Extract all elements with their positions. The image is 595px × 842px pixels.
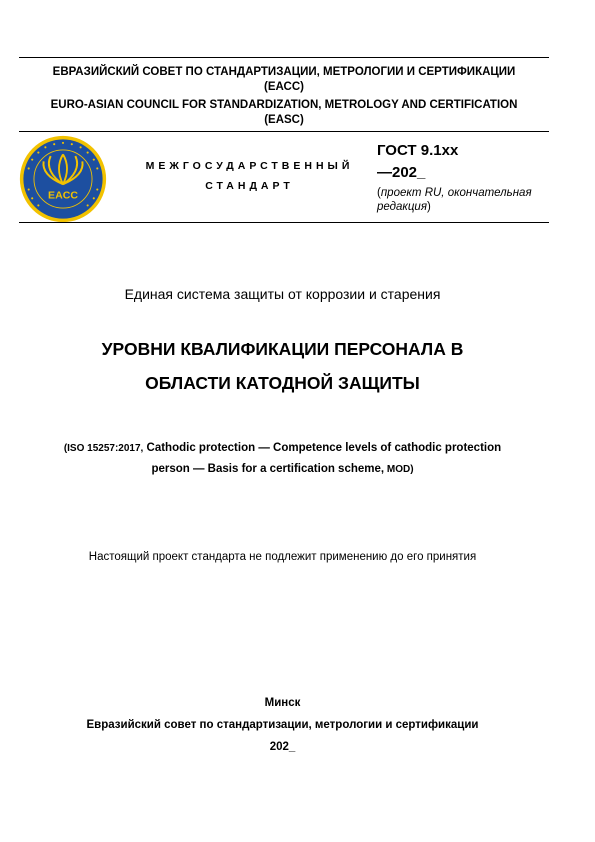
header-rule xyxy=(19,131,549,132)
draft-open-paren: ( xyxy=(377,187,381,199)
footer-year: 202_ xyxy=(269,741,296,753)
standard-type-line1: МЕЖГОСУДАРСТВЕННЫЙ xyxy=(145,160,354,172)
iso-mod: MOD) xyxy=(384,464,414,475)
standard-number: ГОСТ 9.1хх xyxy=(377,142,459,159)
footer-city: Минск xyxy=(264,697,301,709)
standard-type-line2: СТАНДАРТ xyxy=(205,180,294,192)
council-abbr-ru: (ЕАСС) xyxy=(264,81,304,93)
iso-title-part2: person — Basis for a certification scheme, xyxy=(151,463,385,475)
block-rule xyxy=(19,222,549,223)
draft-notice: Настоящий проект стандарта не подлежит применению до его принятия xyxy=(88,551,477,563)
iso-prefix: (ISO 15257:2017, xyxy=(63,443,144,454)
title-line2: ОБЛАСТИ КАТОДНОЙ ЗАЩИТЫ xyxy=(145,373,420,393)
council-name-ru: ЕВРАЗИЙСКИЙ СОВЕТ ПО СТАНДАРТИЗАЦИИ, МЕТРОЛОГИИ И СЕРТИФИКАЦИИ xyxy=(52,66,516,78)
draft-close-paren: ) xyxy=(426,201,431,213)
draft-line1: проект RU, окончательная xyxy=(380,187,532,199)
standard-series: Единая система защиты от коррозии и старения xyxy=(124,286,441,302)
draft-status xyxy=(377,186,532,214)
logo-text: EACC xyxy=(48,189,78,202)
title-line1: УРОВНИ КВАЛИФИКАЦИИ ПЕРСОНАЛА В xyxy=(101,339,464,359)
council-name-en: EURO-ASIAN COUNCIL FOR STANDARDIZATION, METROLOGY AND CERTIFICATION xyxy=(50,99,518,111)
iso-title-part1: Cathodic protection — Competence levels of cathodic protection xyxy=(143,442,502,454)
footer-publisher: Евразийский совет по стандартизации, метрологии и сертификации xyxy=(86,719,479,731)
standard-year: —202_ xyxy=(377,164,426,181)
draft-line2: редакция xyxy=(377,201,427,213)
council-abbr-en: (EASC) xyxy=(264,114,304,126)
iso-reference-line2 xyxy=(0,462,565,477)
iso-reference-line1 xyxy=(0,441,565,456)
easc-emblem-icon xyxy=(19,135,107,223)
top-rule xyxy=(19,57,549,58)
